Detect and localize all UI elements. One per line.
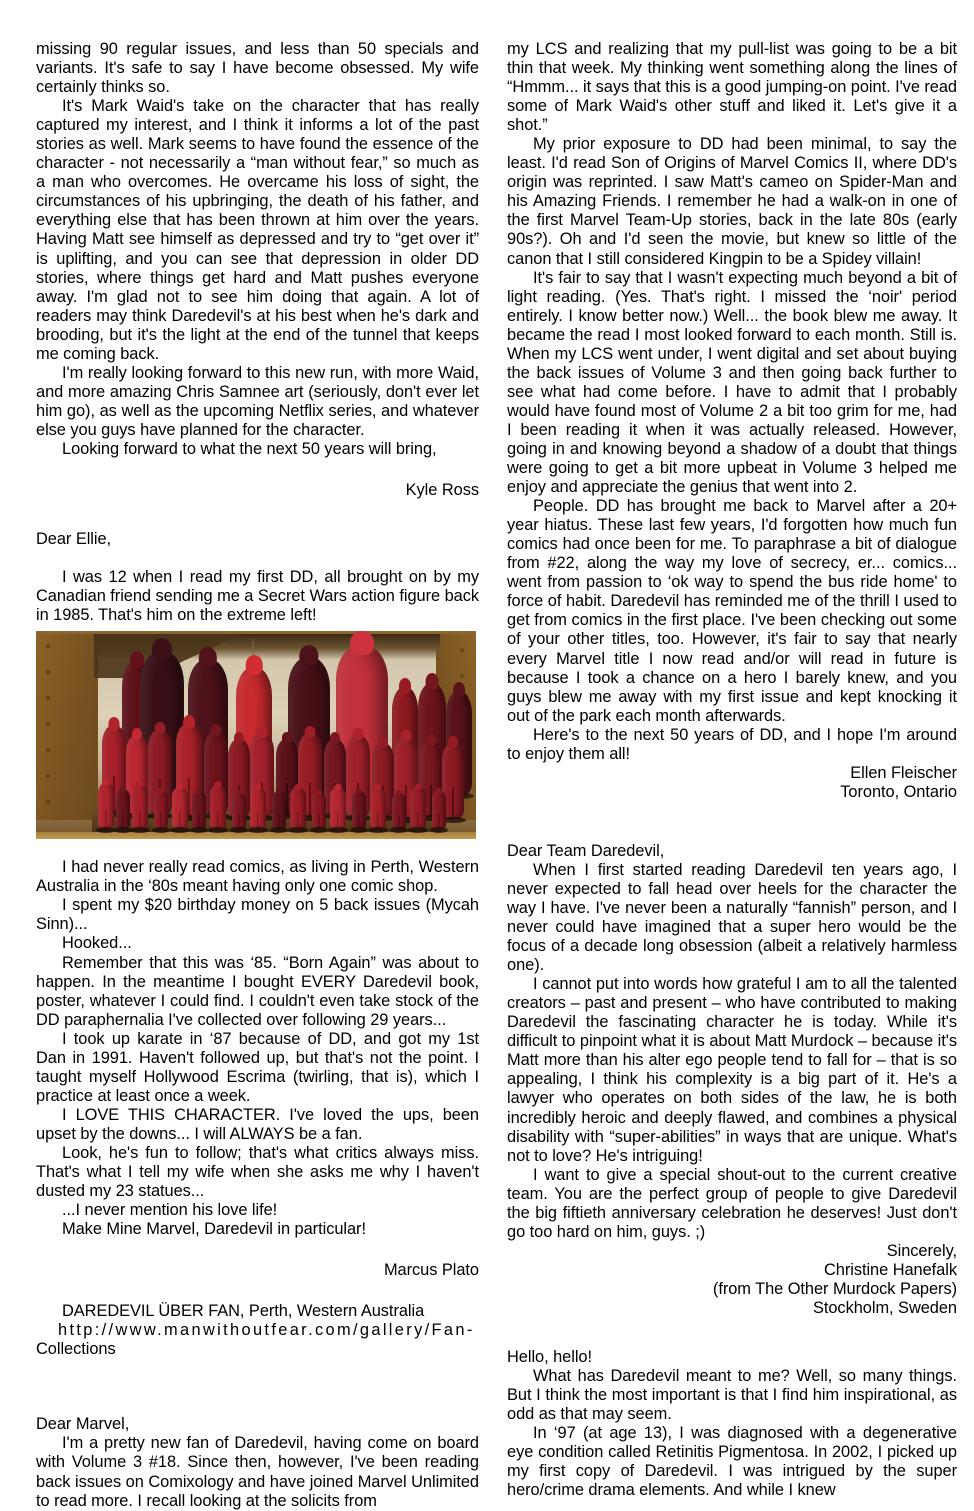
letter-signature: Kyle Ross (405, 481, 479, 500)
paragraph: Look, he's fun to follow; that's what critics always miss. That's what I tell my wife when she asks me why I haven't dusted my 23 statues... (36, 1143, 479, 1201)
paragraph: my LCS and realizing that my pull-list was going to be a bit thin that week. My thinking went something along the lines of “Hmmm... it says that this is a good jumping-on point. I've read some of Mark Waid's other stuff and liked it. Let's give it a shot.” (507, 40, 957, 135)
paragraph: I want to give a special shout-out to the current creative team. You are the perfect group of people to give Daredevil the big fiftieth anniversary celebration he deserves! Just don't go too hard on him, guys. ;) (507, 1165, 957, 1241)
action-figure (232, 793, 246, 829)
paragraph: I'm a pretty new fan of Daredevil, having come on board with Volume 3 #18. Since then, however, I've been reading back issues on Comixology and have joined Marvel Unlimited to read more. I recall looking at the solicits from (36, 1434, 479, 1510)
photo-canvas (36, 631, 476, 839)
right-column (501, 40, 957, 1500)
letter-salutation: Hello, hello! (507, 1348, 592, 1367)
paragraph: It's Mark Waid's take on the character that has really captured my interest, and I think it informs a lot of the past stories as well. Mark seems to have found the essence of the character - not necessarily a “man without fear,” so much as a man who overcomes. He overcame his loss of sight, the circumstances of his upbringing, the death of his father, and everything else that has been thrown at him over the years. Having Matt see himself as depressed and try to “get over it” is uplifting, and you can see that depression in older DD stories, where things get hard and Matt pushes everyone away. I'm glad not to see him doing that again. A lot of readers may think Daredevil's at his best when he's dark and brooding, but it's the light at the end of the tunnel that keeps me coming back. (36, 97, 479, 363)
action-figure (290, 787, 306, 829)
paragraph: I LOVE THIS CHARACTER. I've loved the ups, been upset by the downs... I will ALWAYS be a fan. (36, 1105, 479, 1143)
paragraph: What has Daredevil meant to me? Well, so many things. But I think the most important is that I find him inspirational, as odd as that may seem. (507, 1367, 957, 1424)
action-figure (432, 791, 446, 829)
paragraph: Make Mine Marvel, Daredevil in particular! (62, 1220, 366, 1239)
paragraph: I took up karate in ‘87 because of DD, and got my 1st Dan in 1991. Haven't followed up, but that's not the point. I taught myself Hollywood Escrima (twirling, that is), which I practice at least once a week. (36, 1029, 479, 1105)
paragraph: People. DD has brought me back to Marvel after a 20+ year hiatus. These last few years, I'd forgotten how much fun comics had once been for me. To paraphrase a bit of dialogue from #22, along the way my love of secrecy, er... comics... went from passion to ‘ok way to spend the bus ride home' to force of habit. Daredevil has reminded me of the thrill I used to get from comics in the first place. I've been checking out some of your other titles, too. However, it's fair to say that nearly every Marvel title I now read and/or will read in future is because I took a chance on a hero I barely knew, and you guys blew me away with my first issue and kept knocking it out of the park each month afterwards. (507, 497, 957, 725)
action-figure (330, 787, 346, 829)
paragraph: I had never really read comics, as living in Perth, Western Australia in the ‘80s meant having only one comic shop. (36, 858, 479, 896)
action-figure (154, 791, 168, 829)
action-figure (98, 783, 114, 829)
letter-salutation: Dear Marvel, (36, 1415, 130, 1434)
action-figure (210, 785, 226, 829)
action-figure (116, 789, 130, 829)
paragraph: In ‘97 (at age 13), I was diagnosed with a degenerative eye condition called Retinitis Pigmentosa. In 2002, I picked up my first copy of Daredevil. I was intrigued by the super hero/crime drama elements. And while I knew (507, 1424, 957, 1500)
action-figure (352, 791, 366, 829)
spacer (36, 549, 479, 568)
letter-signature: Marcus Plato (383, 1261, 479, 1280)
spacer (507, 1318, 957, 1348)
paragraph: It's fair to say that I wasn't expecting much beyond a bit of light reading. (Yes. That's right. I missed the ‘noir' period entirely. I know better now.) Well... the book blew me away. It became the read I most looked forward to each month. Still is. When my LCS went under, I went digital and set about buying the back issues of Volume 3 and then going back further to see what had come before. I have to admit that I probably would have found most of Volume 2 a bit too grim for me, had I been reading it when it was actually released. However, going in and knowing beyond a shadow of a doubt that things were going to get a bit more upbeat in Volume 3 helped me enjoy and appreciate the genius that went into 2. (507, 268, 957, 497)
letter-salutation: Dear Ellie, (36, 530, 112, 549)
letter-signature: Ellen Fleischer (850, 763, 957, 782)
paragraph: I was 12 when I read my first DD, all brought on by my Canadian friend sending me a Secret Wars action figure back in 1985. That's him on the extreme left! (36, 568, 479, 625)
letter-closing: Sincerely, (886, 1241, 957, 1260)
letter-salutation: Dear Team Daredevil, (507, 841, 665, 860)
action-figure (272, 791, 286, 829)
action-figure (410, 787, 426, 829)
spacer (36, 459, 479, 481)
action-figure (172, 787, 188, 829)
two-column-layout (36, 40, 957, 1511)
spacer (36, 500, 479, 530)
paragraph: When I first started reading Daredevil ten years ago, I never expected to fall head over heels for the character the way I have. I've never been a naturally “fannish” person, and I never could have imagined that a super hero would be the focus of a decade long obsession (albeit a relatively harmless one). (507, 860, 957, 975)
spacer (507, 802, 957, 842)
letter-signature-affiliation: (from The Other Murdock Papers) (712, 1279, 957, 1298)
action-figure (192, 791, 206, 829)
paragraph: My prior exposure to DD had been minimal, to say the least. I'd read Son of Origins of Marvel Comics II, where DD's origin was reprinted. I saw Matt's cameo on Spider-Man and his Amazing Friends. I remember he had a walk-on in one of the first Marvel Team-Up stories, back in the late 80s (early 90s?). Oh and I'd seen the movie, but knew so little of the canon that I still considered Kingpin to be a Spidey villain! (507, 135, 957, 268)
paragraph: missing 90 regular issues, and less than 50 specials and variants. It's safe to say I have become obsessed. My wife certainly thinks so. (36, 40, 479, 97)
action-figure (392, 793, 406, 829)
paragraph: Looking forward to what the next 50 years will bring, (62, 439, 437, 458)
paragraph: I cannot put into words how grateful I am to all the talented creators – past and present – who have contributed to making Daredevil the fascinating character he is today. While it's difficult to pinpoint what it is about Matt Murdock – because it's Matt more than his alter ego people tend to fall for – that is so appealing, I think his complexity is a big part of it. He's a lawyer who operates on both sides of the law, he is both incredibly heroic and deeply flawed, and combines a physical disability with “super-abilities” in ways that are unique. What's not to love? He's intriguing! (507, 975, 957, 1165)
fan-gallery-url[interactable] (36, 1321, 479, 1340)
action-figure (250, 787, 266, 829)
action-figure (132, 785, 148, 829)
action-figure (370, 787, 386, 829)
fan-gallery-url-text: http://www.manwithoutfear.com/gallery/Fan- (58, 1321, 475, 1340)
fan-gallery-url-continued: Collections (36, 1340, 116, 1359)
left-column (36, 40, 479, 1511)
paragraph: Here's to the next 50 years of DD, and I hope I'm around to enjoy them all! (507, 725, 957, 763)
spacer (36, 1280, 479, 1302)
paragraph: I spent my $20 birthday money on 5 back issues (Mycah Sinn)... (36, 896, 479, 934)
action-figure (312, 793, 326, 829)
paragraph: I'm really looking forward to this new run, with more Waid, and more amazing Chris Samnee art (seriously, don't ever let him go), as well as the upcoming Netflix series, and whatever else you guys have planned for the character. (36, 363, 479, 439)
letter-signature-location: Stockholm, Sweden (812, 1299, 957, 1317)
letter-signature: Christine Hanefalk (823, 1260, 957, 1279)
paragraph: Remember that this was ‘85. “Born Again” was about to happen. In the meantime I bought EVERY Daredevil book, poster, whatever I could find. I couldn't even take stock of the DD paraphernalia I've collected over following 29 years... (36, 953, 479, 1029)
letter-signature-location: Toronto, Ontario (840, 782, 957, 801)
spacer (36, 1359, 479, 1415)
spacer (36, 839, 479, 858)
paragraph: Hooked... (62, 934, 132, 953)
action-figure-collection-photo (36, 631, 476, 839)
spacer (36, 1239, 479, 1261)
fan-credit-line: DAREDEVIL ÜBER FAN, Perth, Western Australia (62, 1302, 425, 1321)
paragraph: ...I never mention his love life! (62, 1201, 278, 1220)
